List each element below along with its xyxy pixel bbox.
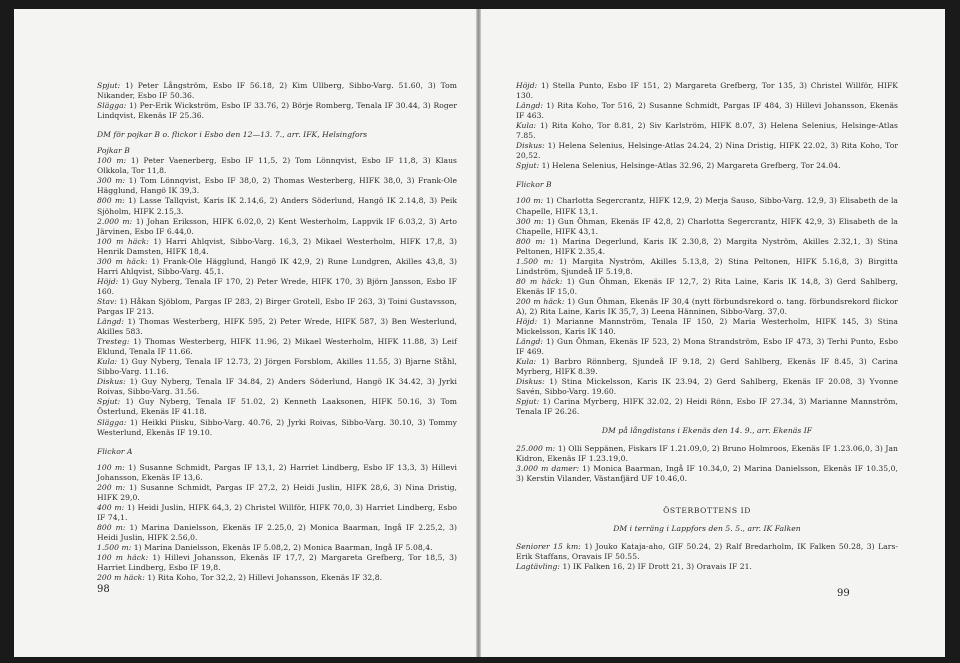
event-results: 1) Per-Erik Wickström, Esbo IF 33.76, 2) Börje Romberg, Tenala IF 30.44, 3) Roger Lindqvist, Ekenäs IF 25.36.	[97, 101, 457, 121]
event-label: Slägga:	[97, 101, 127, 111]
result-paragraph	[516, 277, 898, 297]
event-heading: DM på långdistans i Ekenäs den 14. 9., arr. Ekenäs IF	[601, 425, 813, 435]
section-heading: Flickor A	[97, 446, 133, 456]
result-paragraph	[516, 337, 898, 357]
event-results: 1) Susanne Schmidt, Pargas IF 27,2, 2) Heidi Juslin, HIFK 28,6, 3) Nina Dristig, HIFK 29,0.	[97, 482, 458, 502]
event-results: 1) Monica Baarman, Ingå IF 10.34,0, 2) Marina Danielsson, Ekenäs IF 10.35,0, 3) Kerstin Vilander, Västanfjärd UF 10.46,0.	[516, 463, 898, 483]
result-paragraph	[516, 562, 898, 572]
event-label: Längd:	[516, 337, 544, 347]
event-label: Spjut:	[97, 397, 121, 407]
event-label: 200 m häck:	[516, 296, 565, 306]
result-paragraph	[97, 297, 457, 317]
event-heading: DM i terräng i Lappfors den 5. 5., arr. IK Falken	[613, 523, 801, 533]
result-paragraph	[97, 377, 457, 397]
result-paragraph	[97, 176, 457, 196]
event-results: 1) Heikki Piisku, Sibbo-Varg. 40.76, 2) Jyrki Roivas, Sibbo-Varg. 30.10, 3) Tommy Westerlund, Ekenäs IF 19.10.	[97, 417, 457, 437]
result-paragraph	[97, 553, 457, 573]
result-paragraph	[516, 464, 898, 484]
event-label: 800 m:	[97, 522, 126, 532]
event-results: 1) Marina Danielsson, Ekenäs IF 2.25,0, 2) Monica Baarman, Ingå IF 2.25,2, 3) Heidi Juslin, HIFK 2.56,0.	[97, 522, 457, 542]
result-paragraph	[97, 357, 457, 377]
left-page	[14, 9, 476, 657]
event-label: 80 m häck:	[516, 276, 563, 286]
section-heading: Flickor B	[516, 180, 552, 190]
event-results: 1) Marianne Mannström, Tenala IF 150, 2) Maria Westerholm, HIFK 145, 3) Stina Mickelsson, Karis IK 140.	[516, 317, 898, 337]
event-label: 2.000 m:	[97, 216, 133, 226]
event-label: Kula:	[516, 121, 537, 131]
result-paragraph	[516, 397, 898, 417]
event-label: 200 m:	[97, 482, 126, 492]
event-results: 1) Johan Eriksson, HIFK 6.02,0, 2) Kent Westerholm, Lappvik IF 6.03,2, 3) Arto Järvinen, Esbo IF 6.44,0.	[97, 216, 457, 236]
result-paragraph	[516, 81, 898, 101]
event-label: Lagtävling:	[516, 561, 561, 571]
result-paragraph	[97, 217, 457, 237]
event-results: 1) Charlotta Segercrantz, HIFK 12,9, 2) Merja Sauso, Sibbo-Varg. 12,9, 3) Elisabeth de la Chapelle, HIFK 13,1.	[516, 196, 899, 216]
event-results: 1) Helena Selenius, Helsinge-Atlas 32.96, 2) Margareta Grefberg, Tor 24.04.	[539, 161, 841, 171]
event-label: Längd:	[516, 101, 544, 111]
event-results: 1) Heidi Juslin, HIFK 64,3, 2) Christel Willför, HIFK 70,0, 3) Harriet Lindberg, Esbo IF 74,1.	[97, 502, 458, 522]
event-results: 1) Margita Nyström, Akilles 5.13,8, 2) Stina Peltonen, HIFK 5.16,8, 3) Birgitta Lindström, Sjundeå IF 5.19,8.	[516, 256, 898, 276]
event-label: Slägga:	[97, 417, 127, 427]
event-results: 1) Gun Öhman, Ekenäs IF 523, 2) Mona Strandström, Esbo IF 473, 3) Terhi Punto, Esbo IF 469.	[516, 337, 898, 357]
result-paragraph	[97, 573, 457, 583]
result-paragraph	[516, 237, 898, 257]
event-results: 1) Stina Mickelsson, Karis IK 23.94, 2) Gerd Sahlberg, Ekenäs IF 20.08, 3) Yvonne Savén, Sibbo-Varg. 19.60.	[516, 377, 898, 397]
event-label: Längd:	[97, 317, 125, 327]
result-paragraph	[97, 257, 457, 277]
event-results: 1) Tom Lönnqvist, Esbo IF 38,0, 2) Thomas Westerberg, HIFK 38,0, 3) Frank-Ole Hägglund, Hangö IK 39,3.	[97, 176, 457, 196]
event-label: Diskus:	[516, 377, 545, 387]
result-paragraph	[97, 418, 457, 438]
event-label: Tresteg:	[97, 337, 130, 347]
result-paragraph	[516, 542, 898, 562]
event-label: 100 m:	[516, 196, 544, 206]
event-label: Kula:	[97, 357, 118, 367]
event-label: 100 m häck:	[97, 553, 149, 563]
event-results: 1) Hillevi Johansson, Ekenäs IF 17,7, 2) Margareta Grefberg, Tor 18,5, 3) Harriet Lindberg, Esbo IF 19,8.	[97, 553, 457, 573]
event-results: 1) Peter Vaenerberg, Esbo IF 11,5, 2) Tom Lönnqvist, Esbo IF 11,8, 3) Klaus Olkkola, Tor 11,8.	[97, 156, 457, 176]
event-results: 1) Rita Koho, Tor 8.81, 2) Siv Karlström, HIFK 8.07, 3) Helena Selenius, Helsinge-Atlas 7.85.	[516, 121, 898, 141]
event-label: Seniorer 15 km:	[516, 541, 581, 551]
result-paragraph	[516, 101, 898, 121]
event-results: 1) Olli Seppänen, Fiskars IF 1.21.09,0, 2) Bruno Holmroos, Ekenäs IF 1.23.06,0, 3) Jan Kidron, Ekenäs IF 1.23.19,0.	[516, 443, 898, 463]
event-results: 1) Frank-Ole Hägglund, Hangö IK 42,9, 2) Rune Lundgren, Akilles 43,8, 3) Harri Ahlqvist, Sibbo-Varg. 45,1.	[97, 256, 457, 276]
district-heading: ÖSTERBOTTENS ID	[663, 505, 751, 515]
event-label: 1.500 m:	[516, 256, 554, 266]
section-heading: DM för pojkar B o. flickor i Esbo den 12—13. 7., arr. IFK, Helsingfors	[97, 130, 368, 140]
event-label: 400 m:	[97, 502, 125, 512]
result-paragraph	[516, 377, 898, 397]
result-paragraph	[97, 523, 457, 543]
event-label: 800 m:	[516, 236, 546, 246]
result-paragraph	[97, 277, 457, 297]
page-number-right: 99	[837, 588, 850, 599]
result-paragraph	[97, 503, 457, 523]
event-label: 300 m häck:	[97, 256, 148, 266]
event-label: 100 m:	[97, 462, 125, 472]
result-paragraph	[516, 297, 898, 317]
event-results: 1) Guy Nyberg, Tenala IF 51.02, 2) Kenneth Laaksonen, HIFK 50.16, 3) Tom Österlund, Ekenäs IF 41.18.	[97, 397, 457, 417]
result-paragraph	[516, 317, 898, 337]
event-results: 1) Gun Öhman, Ekenäs IF 12,7, 2) Rita Laine, Karis IK 14,8, 3) Gerd Sahlberg, Ekenäs IF 15,0.	[516, 276, 898, 296]
result-paragraph	[516, 217, 898, 237]
event-results: 1) Håkan Sjöblom, Pargas IF 283, 2) Birger Grotell, Esbo IF 263, 3) Toini Gustavsson, Pargas IF 213.	[97, 296, 457, 316]
event-label: 3.000 m damer:	[516, 463, 580, 473]
event-label: Höjd:	[516, 81, 538, 90]
event-results: 1) Thomas Westerberg, HIFK 11.96, 2) Mikael Westerholm, HIFK 11.88, 3) Leif Eklund, Tenala IF 11.66.	[97, 337, 457, 357]
result-paragraph	[97, 156, 457, 176]
event-label: 800 m:	[97, 196, 125, 206]
event-results: 1) Guy Nyberg, Tenala IF 170, 2) Peter Wrede, HIFK 170, 3) Björn Jansson, Esbo IF 160.	[97, 276, 457, 296]
right-page-text	[516, 81, 898, 572]
result-paragraph	[516, 141, 898, 161]
event-results: 1) Thomas Westerberg, HIFK 595, 2) Peter Wrede, HIFK 587, 3) Ben Westerlund, Akilles 583.	[97, 317, 457, 337]
result-paragraph	[97, 483, 457, 503]
result-paragraph	[516, 444, 898, 464]
event-label: 25.000 m:	[516, 443, 556, 453]
result-paragraph	[97, 397, 457, 417]
event-results: 1) Gun Öhman, Ekenäs IF 42,8, 2) Charlotta Segercrantz, HIFK 42,9, 3) Elisabeth de la Chapelle, HIFK 43,1.	[516, 216, 899, 236]
event-results: 1) Guy Nyberg, Tenala IF 12.73, 2) Jörgen Forsblom, Akilles 11.55, 3) Bjarne Ståhl, Sibbo-Varg. 11.16.	[97, 357, 457, 377]
event-results: 1) Peter Långström, Esbo IF 56.18, 2) Kim Ullberg, Sibbo-Varg. 51.60, 3) Tom Nikander, Esbo IF 50.36.	[97, 81, 457, 101]
event-results: 1) Lasse Tallqvist, Karis IK 2.14,6, 2) Anders Söderlund, Hangö IK 2.14,8, 3) Peik Sjöholm, HIFK 2.15,3.	[97, 196, 457, 216]
result-paragraph	[516, 161, 898, 171]
result-paragraph	[97, 463, 457, 483]
event-label: Höjd:	[97, 276, 119, 286]
event-results: 1) Rita Koho, Tor 32,2, 2) Hillevi Johansson, Ekenäs IF 32,8.	[144, 573, 383, 583]
event-label: Höjd:	[516, 317, 538, 327]
event-label: Diskus:	[97, 377, 126, 387]
left-page-text	[97, 81, 457, 583]
event-results: 1) IK Falken 16, 2) IF Drott 21, 3) Oravais IF 21.	[560, 561, 752, 571]
event-results: 1) Marina Danielsson, Ekenäs IF 5.08,2, 2) Monica Baarman, Ingå IF 5.08,4.	[131, 543, 433, 553]
event-label: Kula:	[516, 357, 537, 367]
result-paragraph	[516, 357, 898, 377]
result-paragraph	[97, 543, 457, 553]
result-paragraph	[97, 146, 457, 156]
result-paragraph	[516, 257, 898, 277]
result-paragraph	[97, 237, 457, 257]
event-results: 1) Guy Nyberg, Tenala IF 34.84, 2) Anders Söderlund, Hangö IK 34.42, 3) Jyrki Roivas, Sibbo-Varg. 31.56.	[97, 377, 457, 397]
event-label: Spjut:	[516, 397, 540, 407]
right-page	[481, 9, 945, 657]
event-label: Pojkar B	[97, 146, 130, 156]
event-label: 300 m:	[97, 176, 126, 186]
page-number-left: 98	[97, 584, 110, 595]
result-paragraph	[97, 81, 457, 101]
result-paragraph	[97, 337, 457, 357]
event-results: 1) Barbro Rönnberg, Sjundeå IF 9.18, 2) Gerd Sahlberg, Ekenäs IF 8.45, 3) Carina Myrberg, HIFK 8.39.	[516, 357, 898, 377]
event-results: 1) Gun Öhman, Ekenäs IF 30,4 (nytt förbundsrekord o. tang. förbundsrekord flickor A), 2) Rita Laine, Karis IK 35,7, 3) Leena Hänninen, Sibbo-Varg. 37,0.	[516, 296, 898, 316]
event-label: 100 m häck:	[97, 236, 149, 246]
result-paragraph	[516, 121, 898, 141]
event-results: 1) Susanne Schmidt, Pargas IF 13,1, 2) Harriet Lindberg, Esbo IF 13,3, 3) Hillevi Johansson, Ekenäs IF 13,6.	[97, 462, 458, 482]
result-paragraph	[97, 101, 457, 121]
event-label: 1.500 m:	[97, 543, 132, 553]
event-results: 1) Harri Ahlqvist, Sibbo-Varg. 16,3, 2) Mikael Westerholm, HIFK 17,8, 3) Henrik Damsten, HIFK 18,4.	[97, 236, 458, 256]
event-label: 300 m:	[516, 216, 544, 226]
event-results: 1) Rita Koho, Tor 516, 2) Susanne Schmidt, Pargas IF 484, 3) Hillevi Johansson, Ekenäs IF 463.	[516, 101, 898, 121]
result-paragraph	[97, 196, 457, 216]
result-paragraph	[516, 196, 898, 216]
event-label: Spjut:	[516, 161, 540, 171]
event-label: Stav:	[97, 296, 117, 306]
event-label: Diskus:	[516, 141, 545, 151]
event-results: 1) Stella Punto, Esbo IF 151, 2) Margareta Grefberg, Tor 135, 3) Christel Willför, HIFK 130.	[516, 81, 898, 101]
event-results: 1) Carina Myrberg, HIFK 32.02, 2) Heidi Rönn, Esbo IF 27.34, 3) Marianne Mannström, Tenala IF 26.26.	[516, 397, 898, 417]
result-paragraph	[97, 317, 457, 337]
event-label: 200 m häck:	[97, 573, 145, 583]
event-results: 1) Helena Selenius, Helsinge-Atlas 24.24, 2) Nina Dristig, HIFK 22.02, 3) Rita Koho, Tor 20,52.	[516, 141, 898, 161]
event-results: 1) Jouko Kataja-aho, GIF 50.24, 2) Ralf Bredarholm, IK Falken 50.28, 3) Lars-Erik Staffans, Oravais IF 50.55.	[516, 541, 899, 561]
event-label: 100 m:	[97, 156, 127, 166]
event-results: 1) Marina Degerlund, Karis IK 2.30,8, 2) Margita Nyström, Akilles 2.32,1, 3) Stina Peltonen, HIFK 2.35,4.	[516, 236, 898, 256]
event-label: Spjut:	[97, 81, 121, 90]
